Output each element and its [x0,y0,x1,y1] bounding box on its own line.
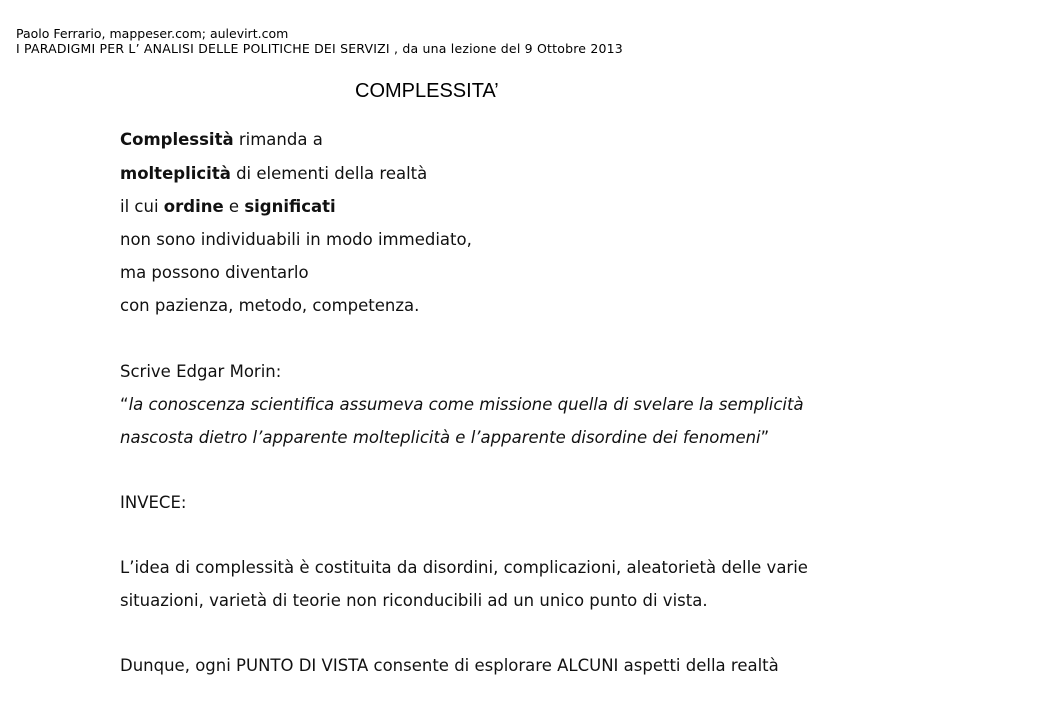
morin-quote-line-1 [120,395,804,414]
definition-line-2 [120,164,427,183]
idea-line-2: situazioni, varietà di teorie non riconducibili ad un unico punto di vista. [120,591,708,610]
definition-line-3 [120,197,336,216]
term-complessita: Complessità [120,130,234,149]
definition-line-1-text: rimanda a [233,130,323,149]
quote-close-mark: ” [760,428,770,447]
invece-heading: INVECE: [120,493,187,512]
quote-text-2: nascosta dietro l’apparente molteplicità e l’apparente disordine dei fenomeni [120,428,761,447]
definition-line-2-text: di elementi della realtà [230,164,428,183]
header-course-line: I PARADIGMI PER L’ ANALISI DELLE POLITICHE DEI SERVIZI , da una lezione del 9 Ottobre 2013 [16,41,623,56]
term-ordine: ordine [163,197,224,216]
term-molteplicita: molteplicità [120,164,231,183]
term-significati: significati [244,197,336,216]
page-title: COMPLESSITA’ [355,80,499,102]
definition-line-5: ma possono diventarlo [120,263,309,282]
definition-line-4: non sono individuabili in modo immediato, [120,230,472,249]
quote-text-1: la conoscenza scientifica assumeva come missione quella di svelare la semplicità [128,395,804,414]
conclusion-line: Dunque, ogni PUNTO DI VISTA consente di esplorare ALCUNI aspetti della realtà [120,656,779,675]
definition-line-6: con pazienza, metodo, competenza. [120,296,420,315]
definition-line-3-text-a: il cui [120,197,164,216]
morin-quote-line-2 [120,428,769,447]
quote-open-mark: “ [120,395,129,414]
morin-intro: Scrive Edgar Morin: [120,362,282,381]
definition-line-3-text-b: e [223,197,245,216]
definition-line-1 [120,130,323,149]
document-header [16,26,623,56]
header-author-line: Paolo Ferrario, mappeser.com; aulevirt.com [16,26,289,41]
idea-line-1: L’idea di complessità è costituita da disordini, complicazioni, aleatorietà delle varie [120,558,808,577]
